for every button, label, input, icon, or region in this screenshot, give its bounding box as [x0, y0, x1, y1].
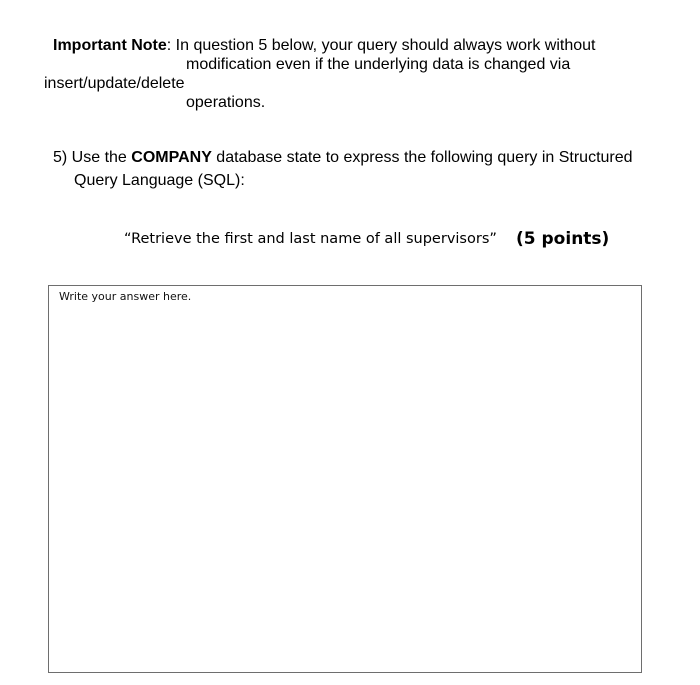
important-note-label: Important Note — [53, 37, 167, 54]
points-label: (5 points) — [516, 229, 610, 249]
question-prefix: 5) Use the — [53, 149, 132, 166]
important-note-line-1 — [53, 36, 595, 55]
important-note-line-2: modification even if the underlying data is changed via — [186, 56, 571, 73]
answer-box[interactable] — [48, 285, 642, 673]
answer-placeholder: Write your answer here. — [59, 290, 192, 303]
question-line-1 — [53, 148, 633, 167]
important-note-text-1: In question 5 below, your query should always work without — [171, 37, 596, 54]
query-quote: “Retrieve the first and last name of all supervisors” — [124, 231, 497, 247]
question-line-2: Query Language (SQL): — [74, 172, 245, 189]
important-note-line-3: insert/update/delete — [44, 75, 185, 92]
important-note-line-4: operations. — [186, 94, 266, 111]
important-note-colon: : — [166, 37, 172, 54]
company-db-name: COMPANY — [131, 149, 212, 166]
question-suffix: database state to express the following query in Structured — [211, 149, 633, 166]
